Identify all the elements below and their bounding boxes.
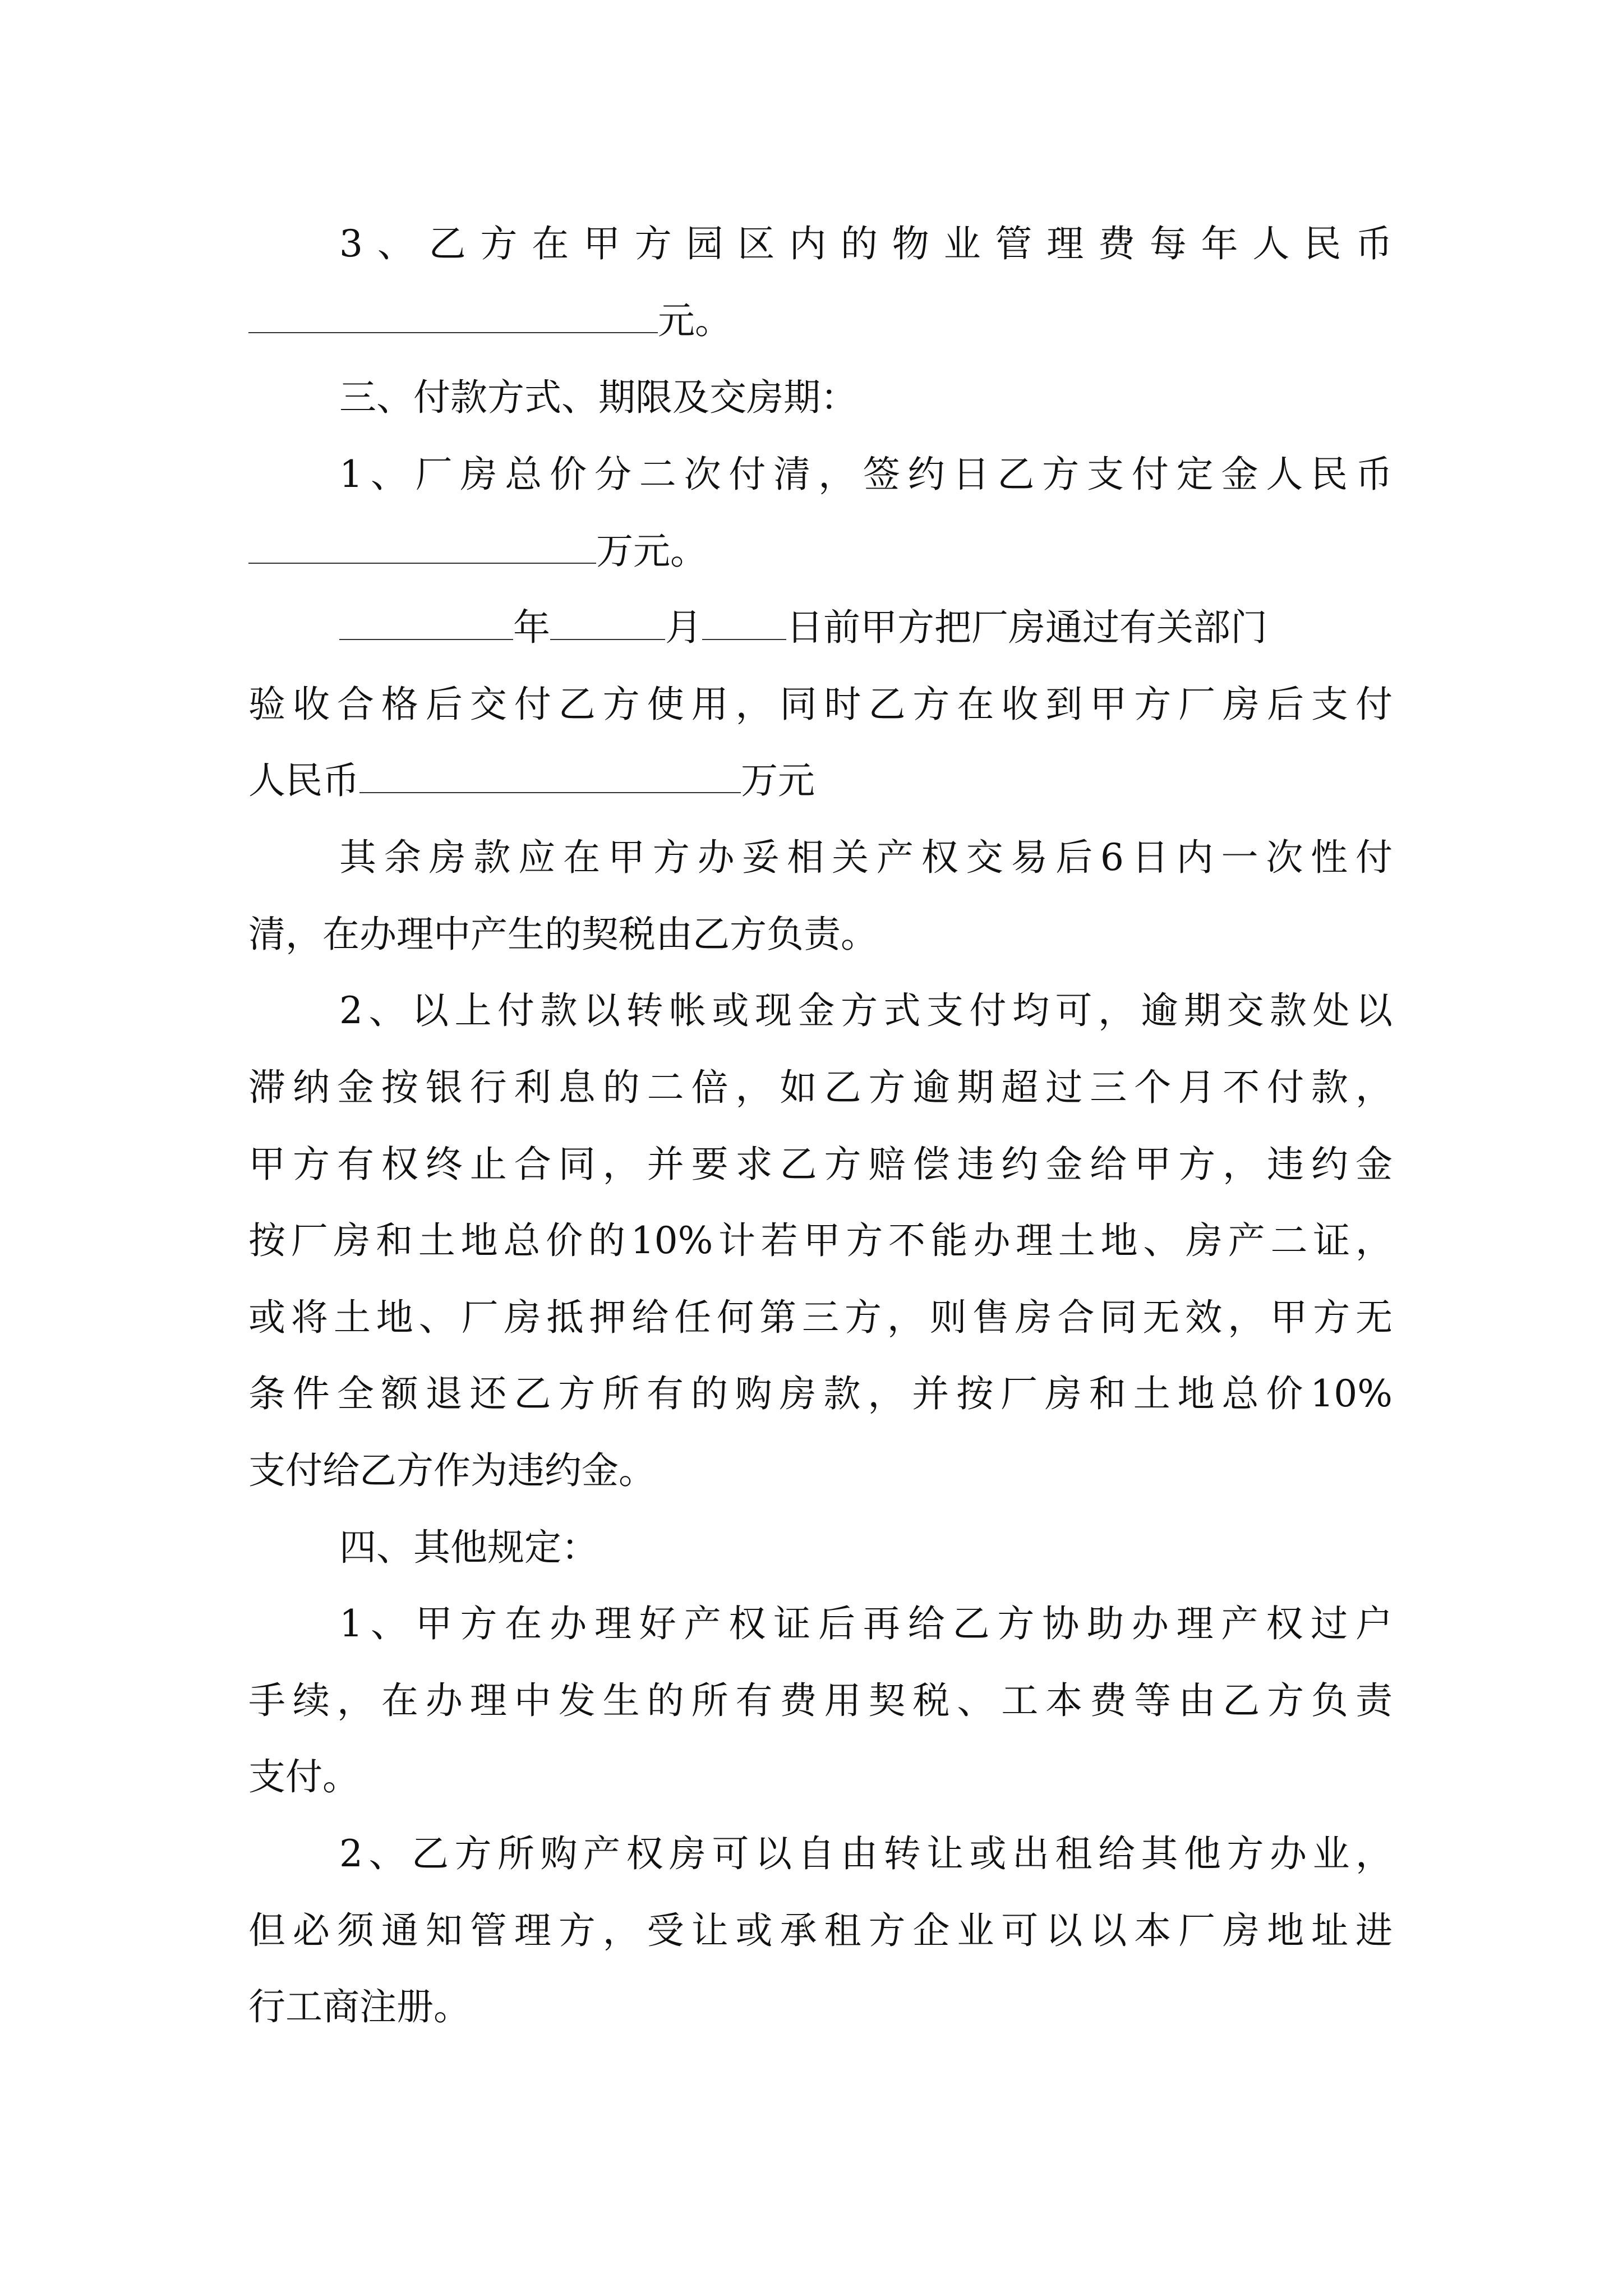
line-text: 年 xyxy=(513,606,550,649)
text-line xyxy=(339,370,857,426)
line-text: 元。 xyxy=(658,299,732,342)
line-text: 或将土地、厂房抵押给任何第三方，则售房合同无效，甲方无 xyxy=(248,1296,1393,1339)
fill-in-blank xyxy=(359,786,741,793)
line-text: 甲方有权终止合同，并要求乙方赔偿违约金给甲方，违约金 xyxy=(248,1143,1393,1186)
line-text: 按厂房和土地总价的10%计若甲方不能办理土地、房产二证， xyxy=(248,1219,1393,1262)
text-line xyxy=(248,1290,1393,1346)
line-text: 其余房款应在甲方办妥相关产权交易后6日内一次性付 xyxy=(339,836,1393,879)
text-line xyxy=(248,523,707,579)
fill-in-blank xyxy=(248,326,658,333)
line-text: 但必须通知管理方，受让或承租方企业可以以本厂房地址进 xyxy=(248,1909,1393,1952)
line-text: 1、甲方在办理好产权证后再给乙方协助办理产权过户 xyxy=(339,1602,1393,1645)
text-line xyxy=(248,1749,359,1805)
text-line xyxy=(248,1903,1393,1959)
line-text: 滞纳金按银行利息的二倍，如乙方逾期超过三个月不付款， xyxy=(248,1066,1393,1109)
line-text: 行工商注册。 xyxy=(248,1985,471,2028)
line-text: 清，在办理中产生的契税由乙方负责。 xyxy=(248,913,878,956)
line-text: 人民币 xyxy=(248,759,359,802)
text-line xyxy=(248,293,732,349)
line-text: 三、付款方式、期限及交房期： xyxy=(339,376,857,419)
line-text: 验收合格后交付乙方使用，同时乙方在收到甲方厂房后支付 xyxy=(248,683,1393,726)
text-line xyxy=(339,1826,1393,1882)
line-text: 3、乙方在甲方园区内的物业管理费每年人民币 xyxy=(339,222,1393,265)
text-line xyxy=(339,1596,1393,1652)
fill-in-blank xyxy=(339,633,513,640)
line-text: 条件全额退还乙方所有的购房款，并按厂房和土地总价10% xyxy=(248,1372,1393,1415)
line-text: 2、以上付款以转帐或现金方式支付均可，逾期交款处以 xyxy=(339,989,1393,1032)
text-line xyxy=(248,1673,1393,1729)
fill-in-blank xyxy=(248,557,596,564)
text-line xyxy=(339,983,1393,1039)
fill-in-blank xyxy=(702,633,786,640)
text-line xyxy=(248,1366,1393,1422)
text-line xyxy=(339,447,1393,503)
text-line xyxy=(248,1443,656,1499)
line-text: 支付给乙方作为违约金。 xyxy=(248,1449,656,1492)
line-text: 四、其他规定： xyxy=(339,1526,598,1569)
text-line xyxy=(248,1213,1393,1269)
text-line xyxy=(248,907,878,963)
text-line xyxy=(339,216,1393,272)
line-text: 月 xyxy=(665,606,702,649)
text-line xyxy=(339,830,1393,886)
text-line xyxy=(339,1520,598,1576)
line-text: 支付。 xyxy=(248,1755,359,1798)
line-text: 手续，在办理中发生的所有费用契税、工本费等由乙方负责 xyxy=(248,1679,1393,1722)
text-line xyxy=(248,753,815,809)
text-line xyxy=(248,1979,471,2035)
text-line xyxy=(248,677,1393,733)
line-text: 2、乙方所购产权房可以自由转让或出租给其他方办业， xyxy=(339,1832,1393,1875)
text-line xyxy=(248,1137,1393,1193)
line-text: 万元。 xyxy=(596,530,707,573)
text-line xyxy=(248,1060,1393,1116)
text-line xyxy=(339,600,1267,656)
line-text: 1、厂房总价分二次付清，签约日乙方支付定金人民币 xyxy=(339,453,1393,496)
line-text: 万元 xyxy=(741,759,815,802)
line-text: 日前甲方把厂房通过有关部门 xyxy=(786,606,1267,649)
fill-in-blank xyxy=(550,633,665,640)
